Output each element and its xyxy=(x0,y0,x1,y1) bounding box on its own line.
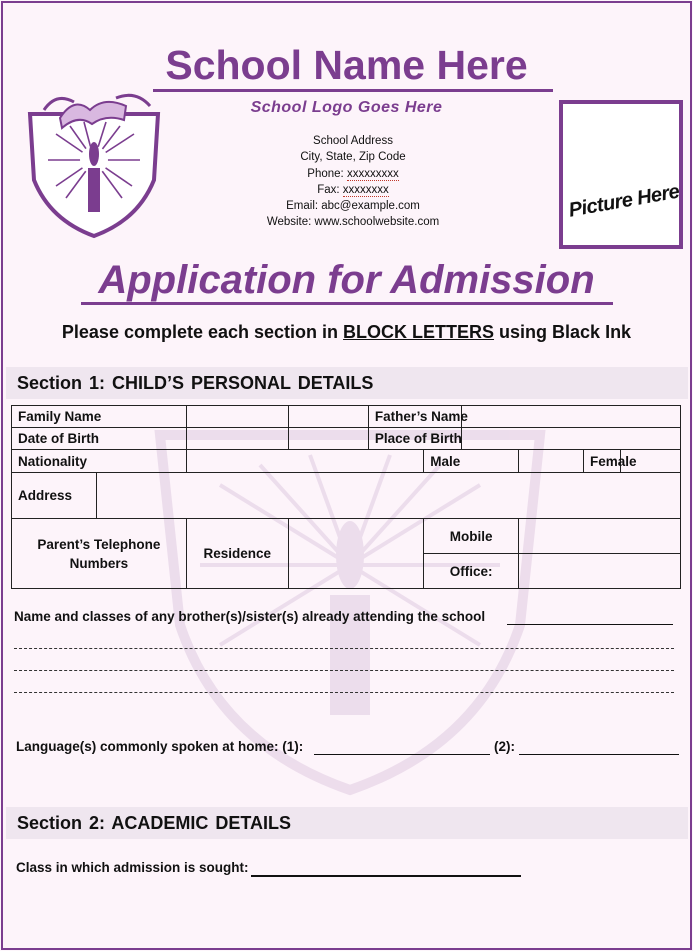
siblings-line-1[interactable] xyxy=(14,648,674,649)
photo-placeholder-box[interactable] xyxy=(559,100,683,249)
address-input[interactable] xyxy=(97,473,681,519)
personal-details-table xyxy=(11,405,681,589)
language-1-input-line[interactable] xyxy=(314,740,490,755)
place-of-birth-label: Place of Birth xyxy=(368,428,461,450)
school-contact-block xyxy=(230,133,476,231)
male-checkbox[interactable] xyxy=(519,450,584,473)
female-option[interactable]: Female xyxy=(584,450,621,473)
phone-value: xxxxxxxxx xyxy=(346,167,399,180)
fax-label: Fax: xyxy=(317,183,343,196)
section-2-header: Section 2: ACADEMIC DETAILS xyxy=(6,807,688,839)
phone-label: Phone: xyxy=(307,167,347,180)
place-of-birth-input[interactable] xyxy=(461,428,680,450)
instruction-text-end: using Black Ink xyxy=(494,322,632,342)
school-name: School Name Here xyxy=(165,42,528,88)
fax-value: xxxxxxxx xyxy=(342,183,389,196)
school-fax xyxy=(230,182,476,198)
nationality-input[interactable] xyxy=(186,450,424,473)
siblings-line-3[interactable] xyxy=(14,692,674,693)
school-email: Email: abc@example.com xyxy=(286,200,420,213)
residence-input[interactable] xyxy=(288,519,423,589)
school-name-underline xyxy=(153,89,553,92)
language-2-label: (2): xyxy=(494,739,515,754)
office-input[interactable] xyxy=(519,554,681,589)
siblings-line-2[interactable] xyxy=(14,670,674,671)
parent-telephone-label: Parent’s Telephone Numbers xyxy=(12,519,187,589)
mobile-label: Mobile xyxy=(424,519,519,554)
form-instructions xyxy=(0,322,693,343)
instruction-text-start: Please complete each section in xyxy=(61,322,344,342)
family-name-label: Family Name xyxy=(12,406,187,428)
date-of-birth-input-2[interactable] xyxy=(288,428,368,450)
siblings-input-line[interactable] xyxy=(507,610,673,625)
class-sought-input-line[interactable] xyxy=(251,862,521,877)
family-name-input-2[interactable] xyxy=(288,406,368,428)
school-address: School Address xyxy=(313,135,393,147)
fathers-name-label: Father’s Name xyxy=(368,406,461,428)
school-phone xyxy=(230,166,476,182)
date-of-birth-input[interactable] xyxy=(186,428,288,450)
school-website: Website: www.schoolwebsite.com xyxy=(266,216,440,229)
class-sought-label: Class in which admission is sought: xyxy=(16,860,249,875)
mobile-input[interactable] xyxy=(519,519,681,554)
logo-caption: School Logo Goes Here xyxy=(250,99,443,116)
residence-label: Residence xyxy=(186,519,288,589)
photo-placeholder-text: Picture Here xyxy=(567,180,681,222)
section-1-header: Section 1: CHILD’S PERSONAL DETAILS xyxy=(6,367,688,399)
address-label: Address xyxy=(12,473,97,519)
school-crest-logo xyxy=(26,88,162,238)
language-label: Language(s) commonly spoken at home: (1): xyxy=(16,739,304,754)
instruction-emphasis: BLOCK LETTERS xyxy=(343,322,495,342)
language-2-input-line[interactable] xyxy=(519,740,679,755)
school-city-state-zip: City, State, Zip Code xyxy=(300,151,406,164)
form-title-underline xyxy=(81,302,613,305)
fathers-name-input[interactable] xyxy=(461,406,680,428)
siblings-label: Name and classes of any brother(s)/sister(s) already attending the school xyxy=(14,609,486,624)
nationality-label: Nationality xyxy=(12,450,187,473)
form-title: Application for Admission xyxy=(98,258,595,302)
date-of-birth-label: Date of Birth xyxy=(12,428,187,450)
male-option[interactable]: Male xyxy=(424,450,519,473)
family-name-input[interactable] xyxy=(186,406,288,428)
office-label: Office: xyxy=(424,554,519,589)
